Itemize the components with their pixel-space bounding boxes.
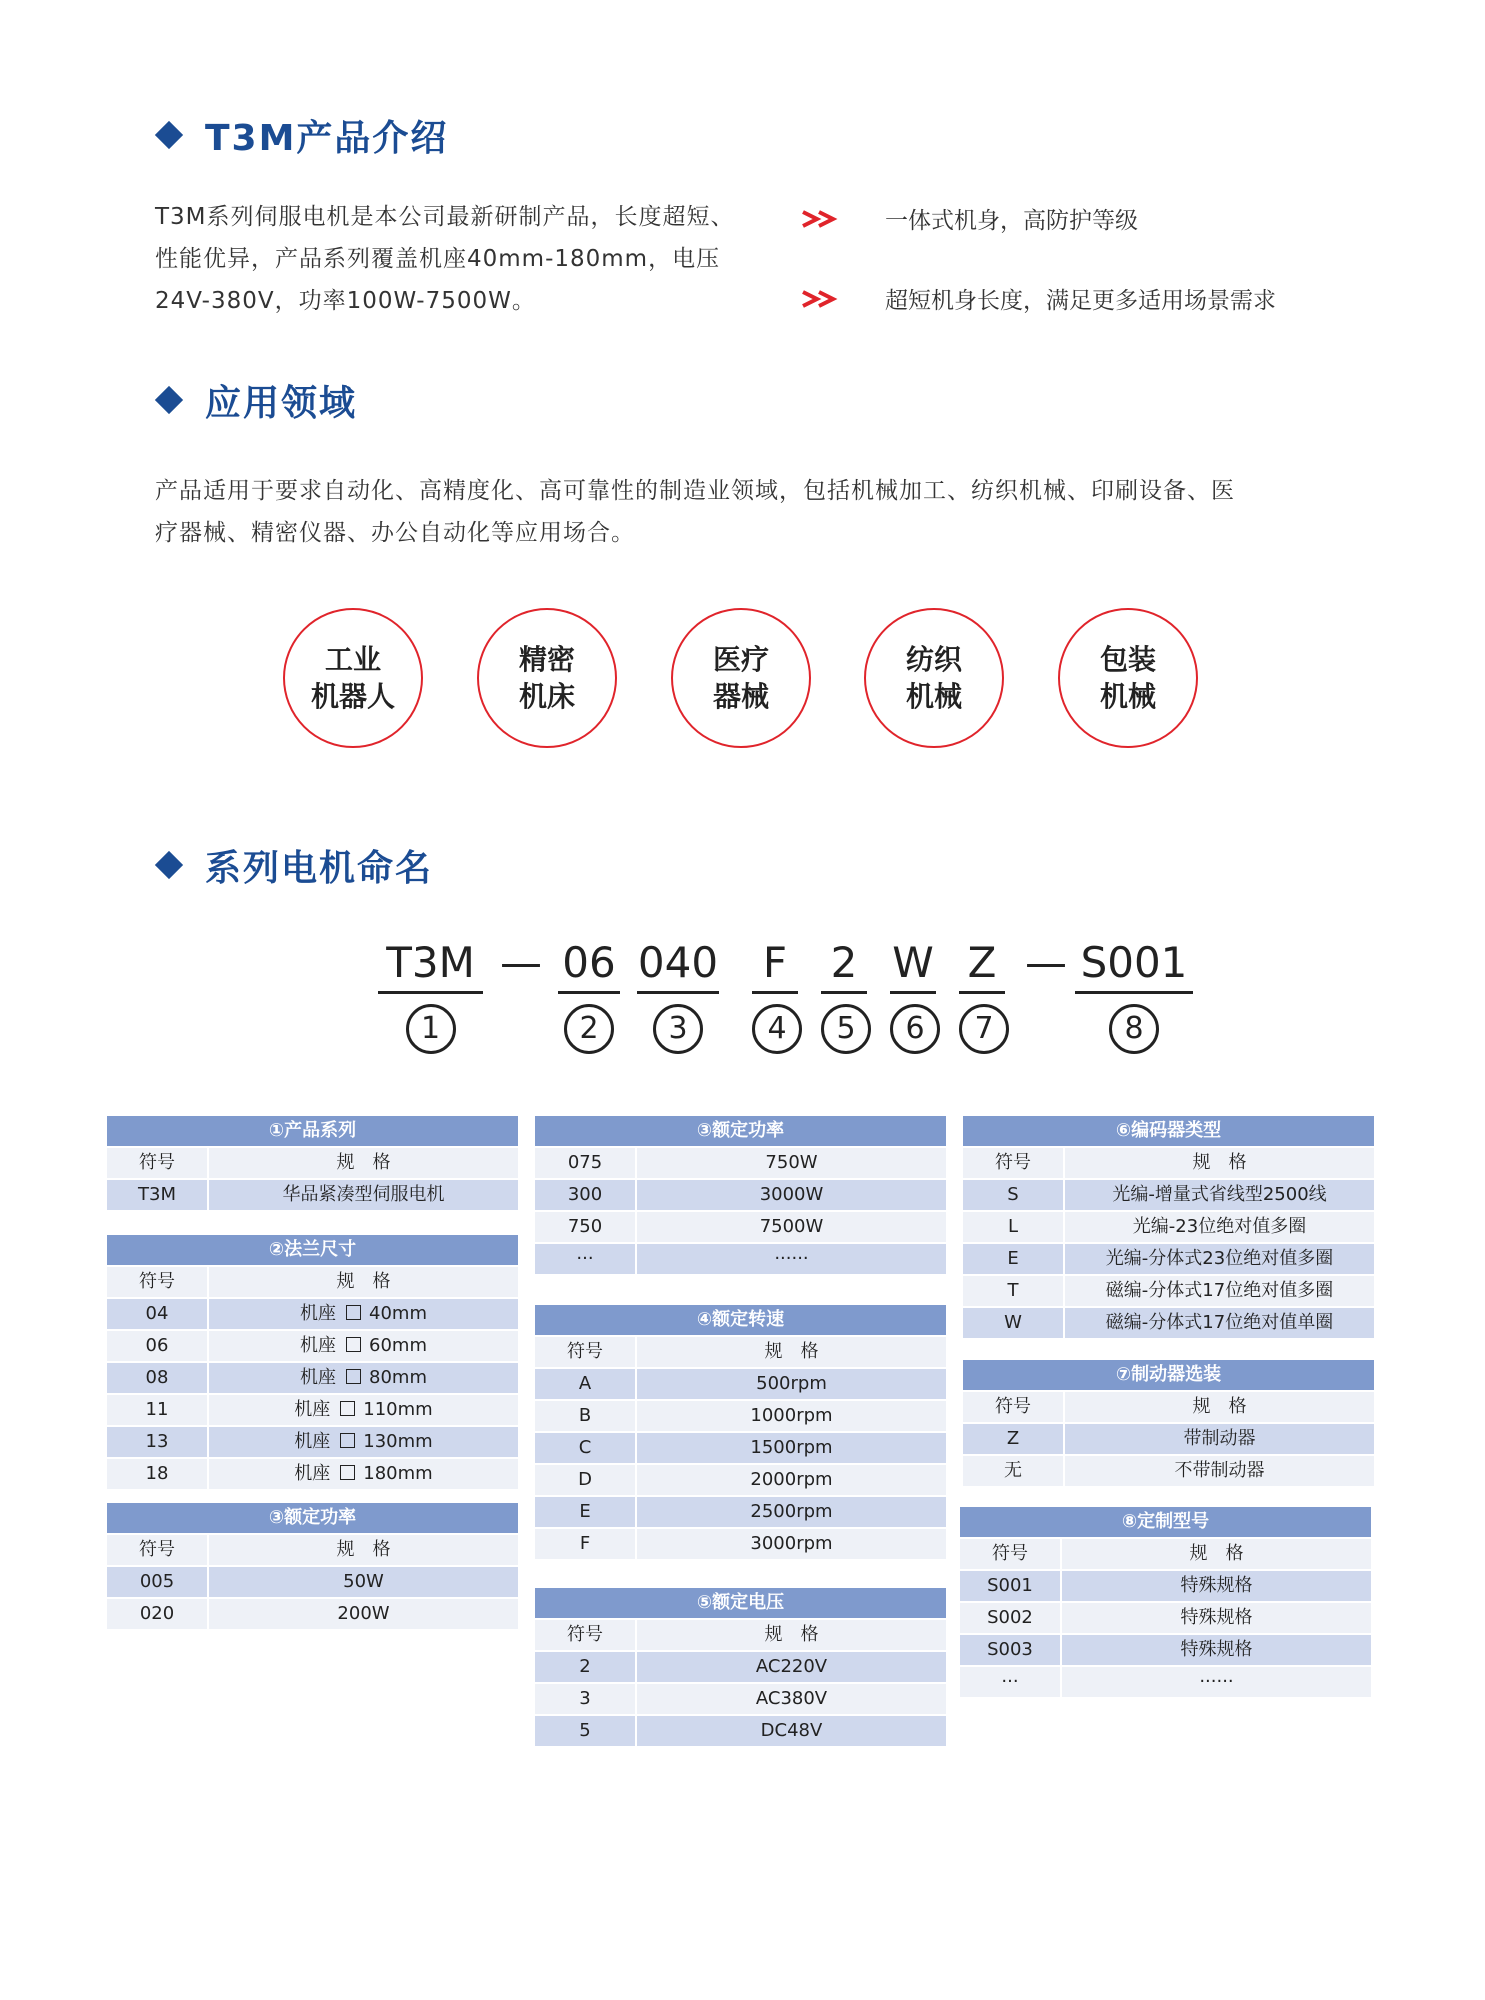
table-row [963,1456,1374,1486]
diamond-bullet-icon [155,121,183,149]
section-title: 应用领域 [205,382,358,424]
table-rated-power-a [107,1503,518,1629]
segment-number: 1 [406,1004,456,1054]
spec-value: 60mm [369,1335,427,1356]
segment-underline [637,991,719,994]
table-row [107,1299,518,1329]
spec-cell: 750W [637,1148,946,1178]
table-title: ⑥编码器类型 [963,1116,1374,1146]
header-cell: 符号 [107,1267,207,1297]
double-chevron-icon [800,289,840,309]
spec-cell: 500rpm [637,1369,946,1399]
table-row [535,1180,946,1210]
feature-item [800,202,1138,235]
spec-prefix: 机座 [294,1431,331,1452]
table-row [107,1567,518,1597]
circle-line: 工业 [324,643,381,676]
header-cell: 符号 [535,1337,635,1367]
spec-cell: 磁编-分体式17位绝对值多圈 [1065,1276,1374,1306]
segment-code: 2 [830,938,858,987]
segment-number: 2 [564,1004,614,1054]
spec-cell: 1000rpm [637,1401,946,1431]
spec-cell: 3000rpm [637,1529,946,1559]
header-cell: 规 格 [209,1535,518,1565]
segment-code: 06 [562,938,616,987]
section-header-naming [155,840,433,890]
header-cell: 符号 [963,1392,1063,1422]
section-title: 系列电机命名 [205,847,434,889]
table-header-row [107,1267,518,1297]
symbol-cell: 11 [107,1395,207,1425]
intro-line: T3M系列伺服电机是本公司最新研制产品，长度超短、 [155,204,735,230]
header-cell: 规 格 [1062,1539,1371,1569]
spec-cell: 带制动器 [1065,1424,1374,1454]
table-row [535,1529,946,1559]
table-row [963,1212,1374,1242]
symbol-cell: 13 [107,1427,207,1457]
table-row [107,1363,518,1393]
applications-line: 产品适用于要求自动化、高精度化、高可靠性的制造业领域，包括机械加工、纺织机械、印刷设备、医 [155,478,1235,504]
segment-number: 8 [1109,1004,1159,1054]
spec-cell: 磁编-分体式17位绝对值单圈 [1065,1308,1374,1338]
spec-prefix: 机座 [300,1335,336,1356]
table-header-row [535,1620,946,1650]
dash-separator: — [1025,938,1067,987]
spec-cell: 特殊规格 [1062,1603,1371,1633]
symbol-cell: S003 [960,1635,1060,1665]
symbol-cell: Z [963,1424,1063,1454]
table-title: ⑧定制型号 [960,1507,1371,1537]
symbol-cell: T3M [107,1180,207,1210]
table-title: ②法兰尺寸 [107,1235,518,1265]
section-header-intro [155,110,448,160]
table-row [963,1180,1374,1210]
symbol-cell: S002 [960,1603,1060,1633]
header-cell: 规 格 [637,1620,946,1650]
spec-cell: 华品紧凑型伺服电机 [209,1180,518,1210]
intro-line: 24V-380V，功率100W-7500W。 [155,288,536,314]
symbol-cell: 2 [535,1652,635,1682]
segment-code: F [762,938,788,987]
segment-underline [378,991,483,994]
segment-underline [558,991,620,994]
table-row [107,1427,518,1457]
spec-cell [209,1395,518,1425]
symbol-cell: 18 [107,1459,207,1489]
spec-cell: DC48V [637,1716,946,1746]
table-header-row [960,1539,1371,1569]
header-cell: 符号 [963,1148,1063,1178]
table-row [107,1599,518,1629]
application-circle [864,608,1004,748]
section-title: T3M产品介绍 [205,117,449,159]
circle-line: 机器人 [310,680,395,713]
symbol-cell: 020 [107,1599,207,1629]
header-cell: 符号 [107,1148,207,1178]
circle-line: 包装 [1099,643,1156,676]
naming-segment [378,935,483,1054]
header-cell: 符号 [535,1620,635,1650]
intro-paragraph [155,196,735,322]
spec-cell [209,1427,518,1457]
naming-segment [558,935,620,1054]
feature-item [800,282,1276,315]
segment-number: 7 [959,1004,1009,1054]
table-row [107,1180,518,1210]
circle-line: 机床 [518,680,575,713]
table-header-row [107,1148,518,1178]
spec-value: 40mm [369,1303,427,1324]
circle-line: 机械 [1099,680,1156,713]
symbol-cell: B [535,1401,635,1431]
segment-underline [890,991,936,994]
symbol-cell: 300 [535,1180,635,1210]
header-cell: 规 格 [637,1337,946,1367]
table-title: ③额定功率 [535,1116,946,1146]
symbol-cell: S [963,1180,1063,1210]
spec-value: 130mm [363,1431,433,1452]
table-row [963,1244,1374,1274]
segment-code: Z [967,938,997,987]
spec-cell: 2000rpm [637,1465,946,1495]
table-rated-voltage [535,1588,946,1746]
spec-cell: ······ [1062,1667,1371,1697]
application-circle [477,608,617,748]
circle-line: 医疗 [712,643,769,676]
table-row [535,1497,946,1527]
table-row [107,1395,518,1425]
symbol-cell: 无 [963,1456,1063,1486]
model-naming-diagram [0,935,1485,1065]
segment-number: 5 [821,1004,871,1054]
header-cell: 规 格 [209,1148,518,1178]
table-row [535,1369,946,1399]
symbol-cell: 3 [535,1684,635,1714]
table-row [960,1571,1371,1601]
segment-underline [821,991,867,994]
table-row [535,1652,946,1682]
table-row [107,1331,518,1361]
table-row [535,1244,946,1274]
double-chevron-icon [800,209,840,229]
segment-code: T3M [386,938,475,987]
naming-segment [821,935,867,1054]
applications-line: 疗器械、精密仪器、办公自动化等应用场合。 [155,520,635,546]
symbol-cell: 08 [107,1363,207,1393]
square-icon [340,1401,355,1416]
feature-text: 超短机身长度，满足更多适用场景需求 [885,288,1276,314]
naming-segment [890,935,936,1054]
spec-cell: 7500W [637,1212,946,1242]
circle-line: 精密 [518,643,575,676]
table-product-series [107,1116,518,1210]
segment-underline [959,991,1005,994]
table-encoder-type [963,1116,1374,1338]
spec-value: 80mm [369,1367,427,1388]
spec-prefix: 机座 [294,1463,331,1484]
naming-segment [752,935,798,1054]
symbol-cell: T [963,1276,1063,1306]
table-row [535,1716,946,1746]
naming-segment [637,935,719,1054]
spec-cell: 光编-分体式23位绝对值多圈 [1065,1244,1374,1274]
symbol-cell: D [535,1465,635,1495]
section-header-applications [155,375,357,425]
spec-cell: AC380V [637,1684,946,1714]
circle-line: 机械 [905,680,962,713]
spec-prefix: 机座 [300,1367,336,1388]
symbol-cell: C [535,1433,635,1463]
table-row [535,1212,946,1242]
spec-cell: 特殊规格 [1062,1571,1371,1601]
dash-separator: — [500,938,542,987]
table-row [535,1401,946,1431]
spec-cell [209,1299,518,1329]
symbol-cell: 5 [535,1716,635,1746]
spec-cell: 不带制动器 [1065,1456,1374,1486]
table-row [535,1148,946,1178]
symbol-cell: E [963,1244,1063,1274]
naming-segment [1075,935,1193,1054]
symbol-cell: 06 [107,1331,207,1361]
square-icon [346,1369,361,1384]
segment-number: 6 [890,1004,940,1054]
header-cell: 符号 [107,1535,207,1565]
table-title: ③额定功率 [107,1503,518,1533]
circle-line: 器械 [712,680,769,713]
square-icon [340,1433,355,1448]
symbol-cell: W [963,1308,1063,1338]
table-row [960,1603,1371,1633]
table-title: ①产品系列 [107,1116,518,1146]
header-cell: 符号 [960,1539,1060,1569]
table-flange-size [107,1235,518,1489]
segment-code: S001 [1080,938,1188,987]
spec-cell [209,1331,518,1361]
spec-cell: 光编-23位绝对值多圈 [1065,1212,1374,1242]
table-row [960,1667,1371,1697]
symbol-cell: F [535,1529,635,1559]
segment-code: W [892,938,934,987]
square-icon [346,1337,361,1352]
table-row [963,1276,1374,1306]
header-cell: 规 格 [209,1267,518,1297]
symbol-cell: 005 [107,1567,207,1597]
spec-cell: 特殊规格 [1062,1635,1371,1665]
segment-number: 3 [653,1004,703,1054]
table-title: ⑦制动器选装 [963,1360,1374,1390]
table-rated-power-b [535,1116,946,1274]
feature-text: 一体式机身，高防护等级 [885,208,1138,234]
symbol-cell: S001 [960,1571,1060,1601]
symbol-cell: ··· [960,1667,1060,1697]
spec-prefix: 机座 [300,1303,336,1324]
header-cell: 规 格 [1065,1392,1374,1422]
segment-number: 4 [752,1004,802,1054]
diamond-bullet-icon [155,386,183,414]
square-icon [340,1465,355,1480]
table-row [107,1459,518,1489]
intro-line: 性能优异，产品系列覆盖机座40mm-180mm，电压 [155,246,721,272]
table-title: ⑤额定电压 [535,1588,946,1618]
symbol-cell: 04 [107,1299,207,1329]
symbol-cell: A [535,1369,635,1399]
segment-code: 040 [637,938,719,987]
table-title: ④额定转速 [535,1305,946,1335]
table-row [535,1465,946,1495]
segment-underline [752,991,798,994]
spec-cell: ······ [637,1244,946,1274]
symbol-cell: 750 [535,1212,635,1242]
application-circle [283,608,423,748]
spec-cell: 1500rpm [637,1433,946,1463]
table-brake-option [963,1360,1374,1486]
spec-prefix: 机座 [294,1399,331,1420]
circle-line: 纺织 [905,643,962,676]
spec-value: 110mm [363,1399,433,1420]
header-cell: 规 格 [1065,1148,1374,1178]
spec-cell: 200W [209,1599,518,1629]
symbol-cell: ··· [535,1244,635,1274]
table-row [963,1308,1374,1338]
spec-cell [209,1459,518,1489]
spec-cell [209,1363,518,1393]
spec-cell: 50W [209,1567,518,1597]
spec-cell: AC220V [637,1652,946,1682]
spec-cell: 光编-增量式省线型2500线 [1065,1180,1374,1210]
application-circle [671,608,811,748]
symbol-cell: L [963,1212,1063,1242]
diamond-bullet-icon [155,851,183,879]
symbol-cell: E [535,1497,635,1527]
table-row [960,1635,1371,1665]
table-rated-speed [535,1305,946,1559]
table-header-row [107,1535,518,1565]
naming-segment [959,935,1005,1054]
table-row [963,1424,1374,1454]
segment-underline [1075,991,1193,994]
application-circle [1058,608,1198,748]
symbol-cell: 075 [535,1148,635,1178]
table-header-row [535,1337,946,1367]
spec-cell: 2500rpm [637,1497,946,1527]
square-icon [346,1305,361,1320]
table-custom-model [960,1507,1371,1697]
table-row [535,1684,946,1714]
spec-cell: 3000W [637,1180,946,1210]
applications-paragraph [155,470,1235,554]
table-header-row [963,1148,1374,1178]
spec-value: 180mm [363,1463,433,1484]
table-header-row [963,1392,1374,1422]
table-row [535,1433,946,1463]
